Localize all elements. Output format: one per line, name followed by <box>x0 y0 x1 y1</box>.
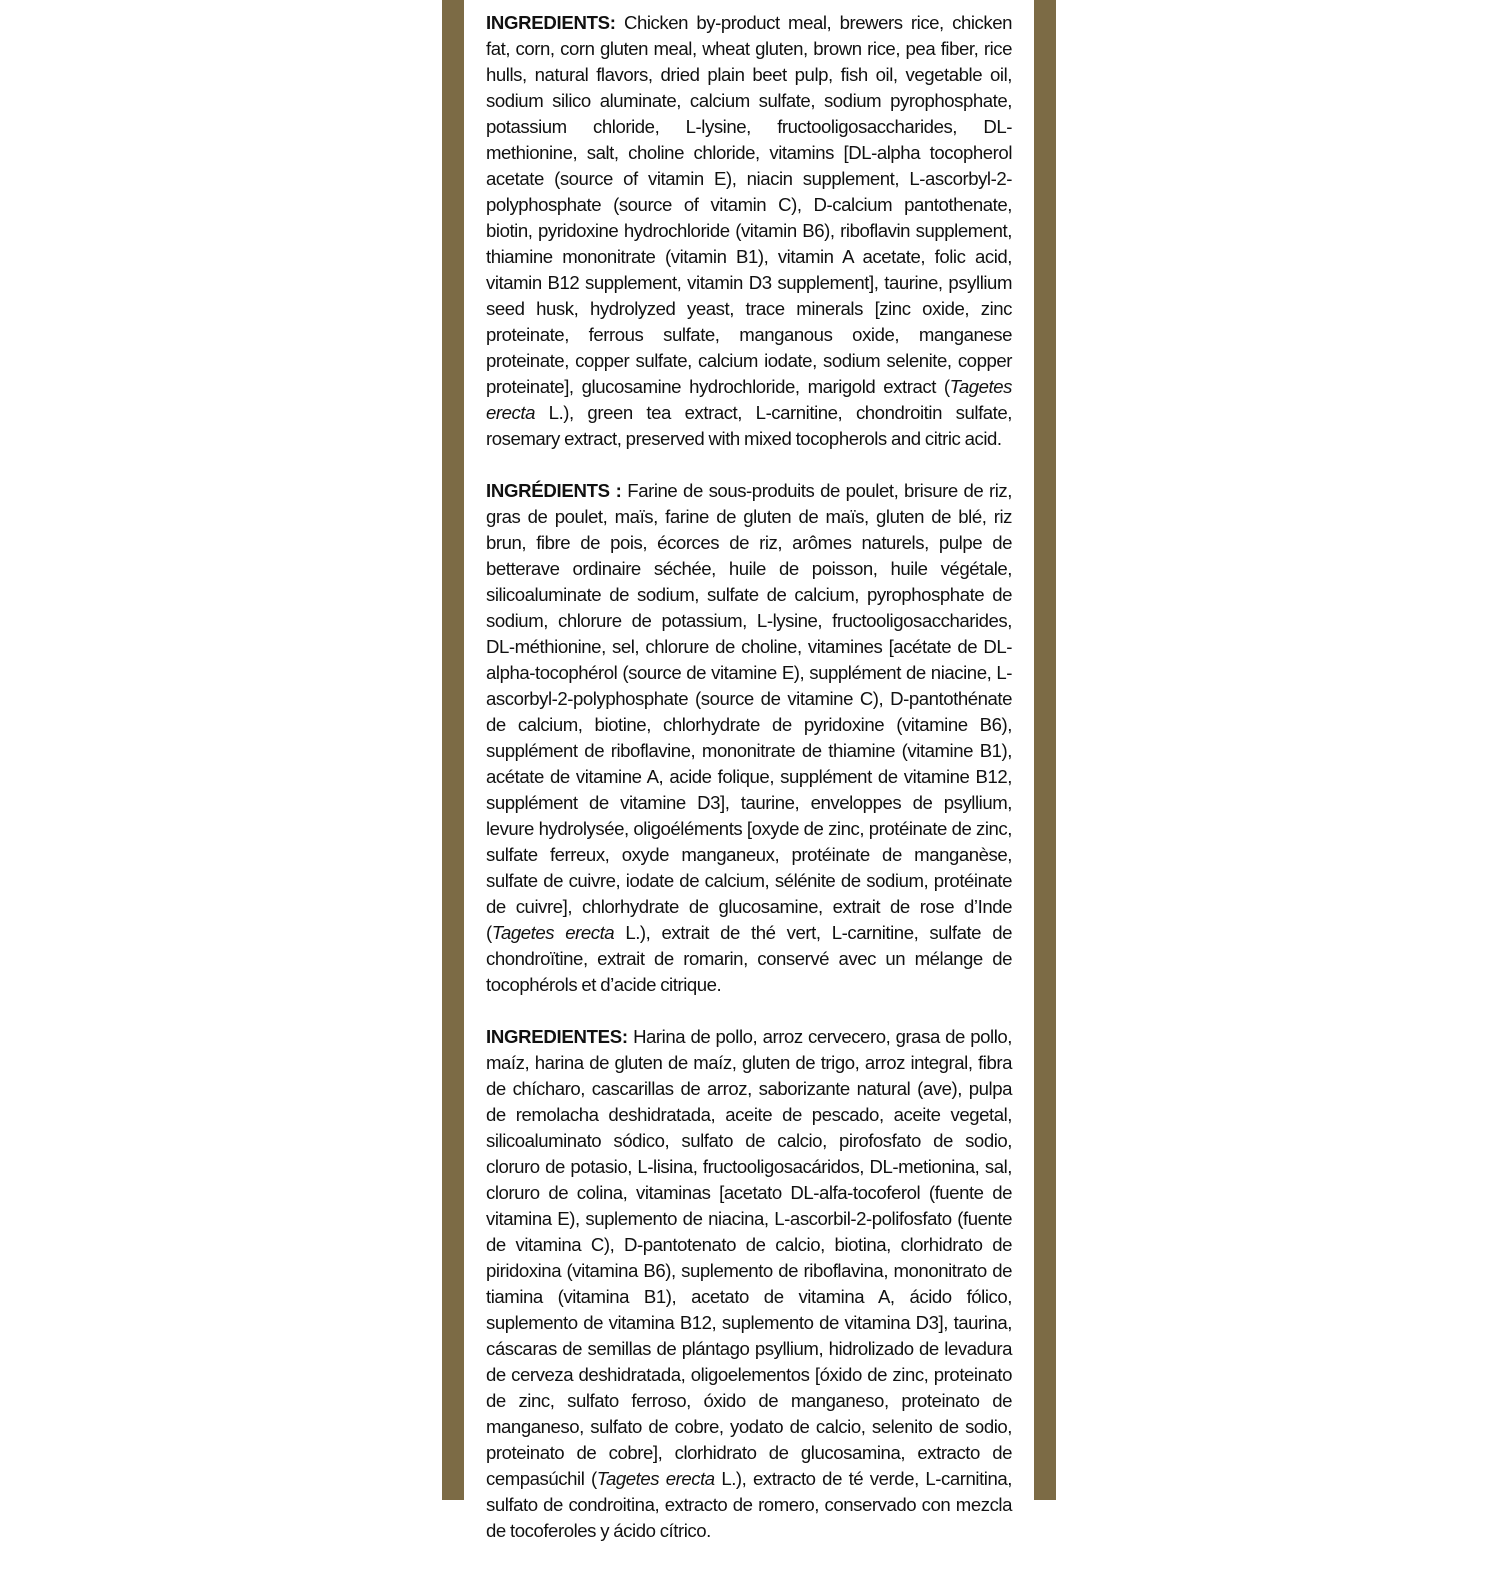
species-name-italic: Tagetes erecta <box>491 922 615 943</box>
species-name-italic: Tagetes erecta <box>596 1468 715 1489</box>
ingredients-label-content <box>486 10 1012 1570</box>
ingredients-french-text: Farine de sous-produits de poulet, brisure de riz, gras de poulet, maïs, farine de gluten de maïs, gluten de blé, riz brun, fibre de pois, écorces de riz, arômes naturels, pulpe de betterave ordinaire séchée, huile de poisson, huile végétale, silicoaluminate de sodium, sulfate de calcium, pyrophosphate de sodium, chlorure de potassium, L-lysine, fructooligosaccharides, DL-méthionine, sel, chlorure de choline, vitamines [acétate de DL-alpha-tocophérol (source de vitamine E), supplément de niacine, L-ascorbyl-2-polyphosphate (source de vitamine C), D-pantothénate de calcium, biotine, chlorhydrate de pyridoxine (vitamine B6), supplément de riboflavine, mononitrate de thiamine (vitamine B1), acétate de vitamine A, acide folique, supplément de vitamine B12, supplément de vitamine D3], taurine, enveloppes de psyllium, levure hydrolysée, oligoéléments [oxyde de zinc, protéinate de zinc, sulfate ferreux, oxyde manganeux, protéinate de manganèse, sulfate de cuivre, iodate de calcium, sélénite de sodium, protéinate de cuivre], chlorhydrate de glucosamine, extrait de rose d’Inde (Tagetes erecta L.), extrait de thé vert, L-carnitine, sulfate de chondroïtine, extrait de romarin, conservé avec un mélange de tocophérols et d’acide citrique. <box>486 480 1012 995</box>
ingredients-french-heading: INGRÉDIENTS : <box>486 480 622 501</box>
species-name-italic: Tagetes erecta <box>486 376 1012 423</box>
ingredients-spanish-text: Harina de pollo, arroz cervecero, grasa de pollo, maíz, harina de gluten de maíz, gluten de trigo, arroz integral, fibra de chícharo, cascarillas de arroz, saborizante natural (ave), pulpa de remolacha deshidratada, aceite de pescado, aceite vegetal, silicoaluminato sódico, sulfato de calcio, pirofosfato de sodio, cloruro de potasio, L-lisina, fructooligosacáridos, DL-metionina, sal, cloruro de colina, vitaminas [acetato DL-alfa-tocoferol (fuente de vitamina E), suplemento de niacina, L-ascorbil-2-polifosfato (fuente de vitamina C), D-pantotenato de calcio, biotina, clorhidrato de piridoxina (vitamina B6), suplemento de riboflavina, mononitrato de tiamina (vitamina B1), acetato de vitamina A, ácido fólico, suplemento de vitamina B12, suplemento de vitamina D3], taurina, cáscaras de semillas de plántago psyllium, hidrolizado de levadura de cerveza deshidratada, oligoelementos [óxido de zinc, proteinato de zinc, sulfato ferroso, óxido de manganeso, proteinato de manganeso, sulfato de cobre, yodato de calcio, selenito de sodio, proteinato de cobre], clorhidrato de glucosamina, extracto de cempasúchil (Tagetes erecta L.), extracto de té verde, L-carnitina, sulfato de condroitina, extracto de romero, conservado con mezcla de tocoferoles y ácido cítrico. <box>486 1026 1012 1541</box>
ingredients-spanish <box>486 1024 1012 1544</box>
ingredients-french <box>486 478 1012 998</box>
ingredients-english-heading: INGREDIENTS: <box>486 12 616 33</box>
ingredients-label-panel <box>442 0 1056 1541</box>
ingredients-english <box>486 10 1012 452</box>
ingredients-spanish-heading: INGREDIENTES: <box>486 1026 628 1047</box>
ingredients-english-text: Chicken by-product meal, brewers rice, chicken fat, corn, corn gluten meal, wheat gluten, brown rice, pea fiber, rice hulls, natural flavors, dried plain beet pulp, fish oil, vegetable oil, sodium silico aluminate, calcium sulfate, sodium pyrophosphate, potassium chloride, L-lysine, fructooligosaccharides, DL-methionine, salt, choline chloride, vitamins [DL-alpha tocopherol acetate (source of vitamin E), niacin supplement, L-ascorbyl-2-polyphosphate (source of vitamin C), D-calcium pantothenate, biotin, pyridoxine hydrochloride (vitamin B6), riboflavin supplement, thiamine mononitrate (vitamin B1), vitamin A acetate, folic acid, vitamin B12 supplement, vitamin D3 supplement], taurine, psyllium seed husk, hydrolyzed yeast, trace minerals [zinc oxide, zinc proteinate, ferrous sulfate, manganous oxide, manganese proteinate, copper sulfate, calcium iodate, sodium selenite, copper proteinate], glucosamine hydrochloride, marigold extract (Tagetes erecta L.), green tea extract, L-carnitine, chondroitin sulfate, rosemary extract, preserved with mixed tocopherols and citric acid. <box>486 12 1012 449</box>
